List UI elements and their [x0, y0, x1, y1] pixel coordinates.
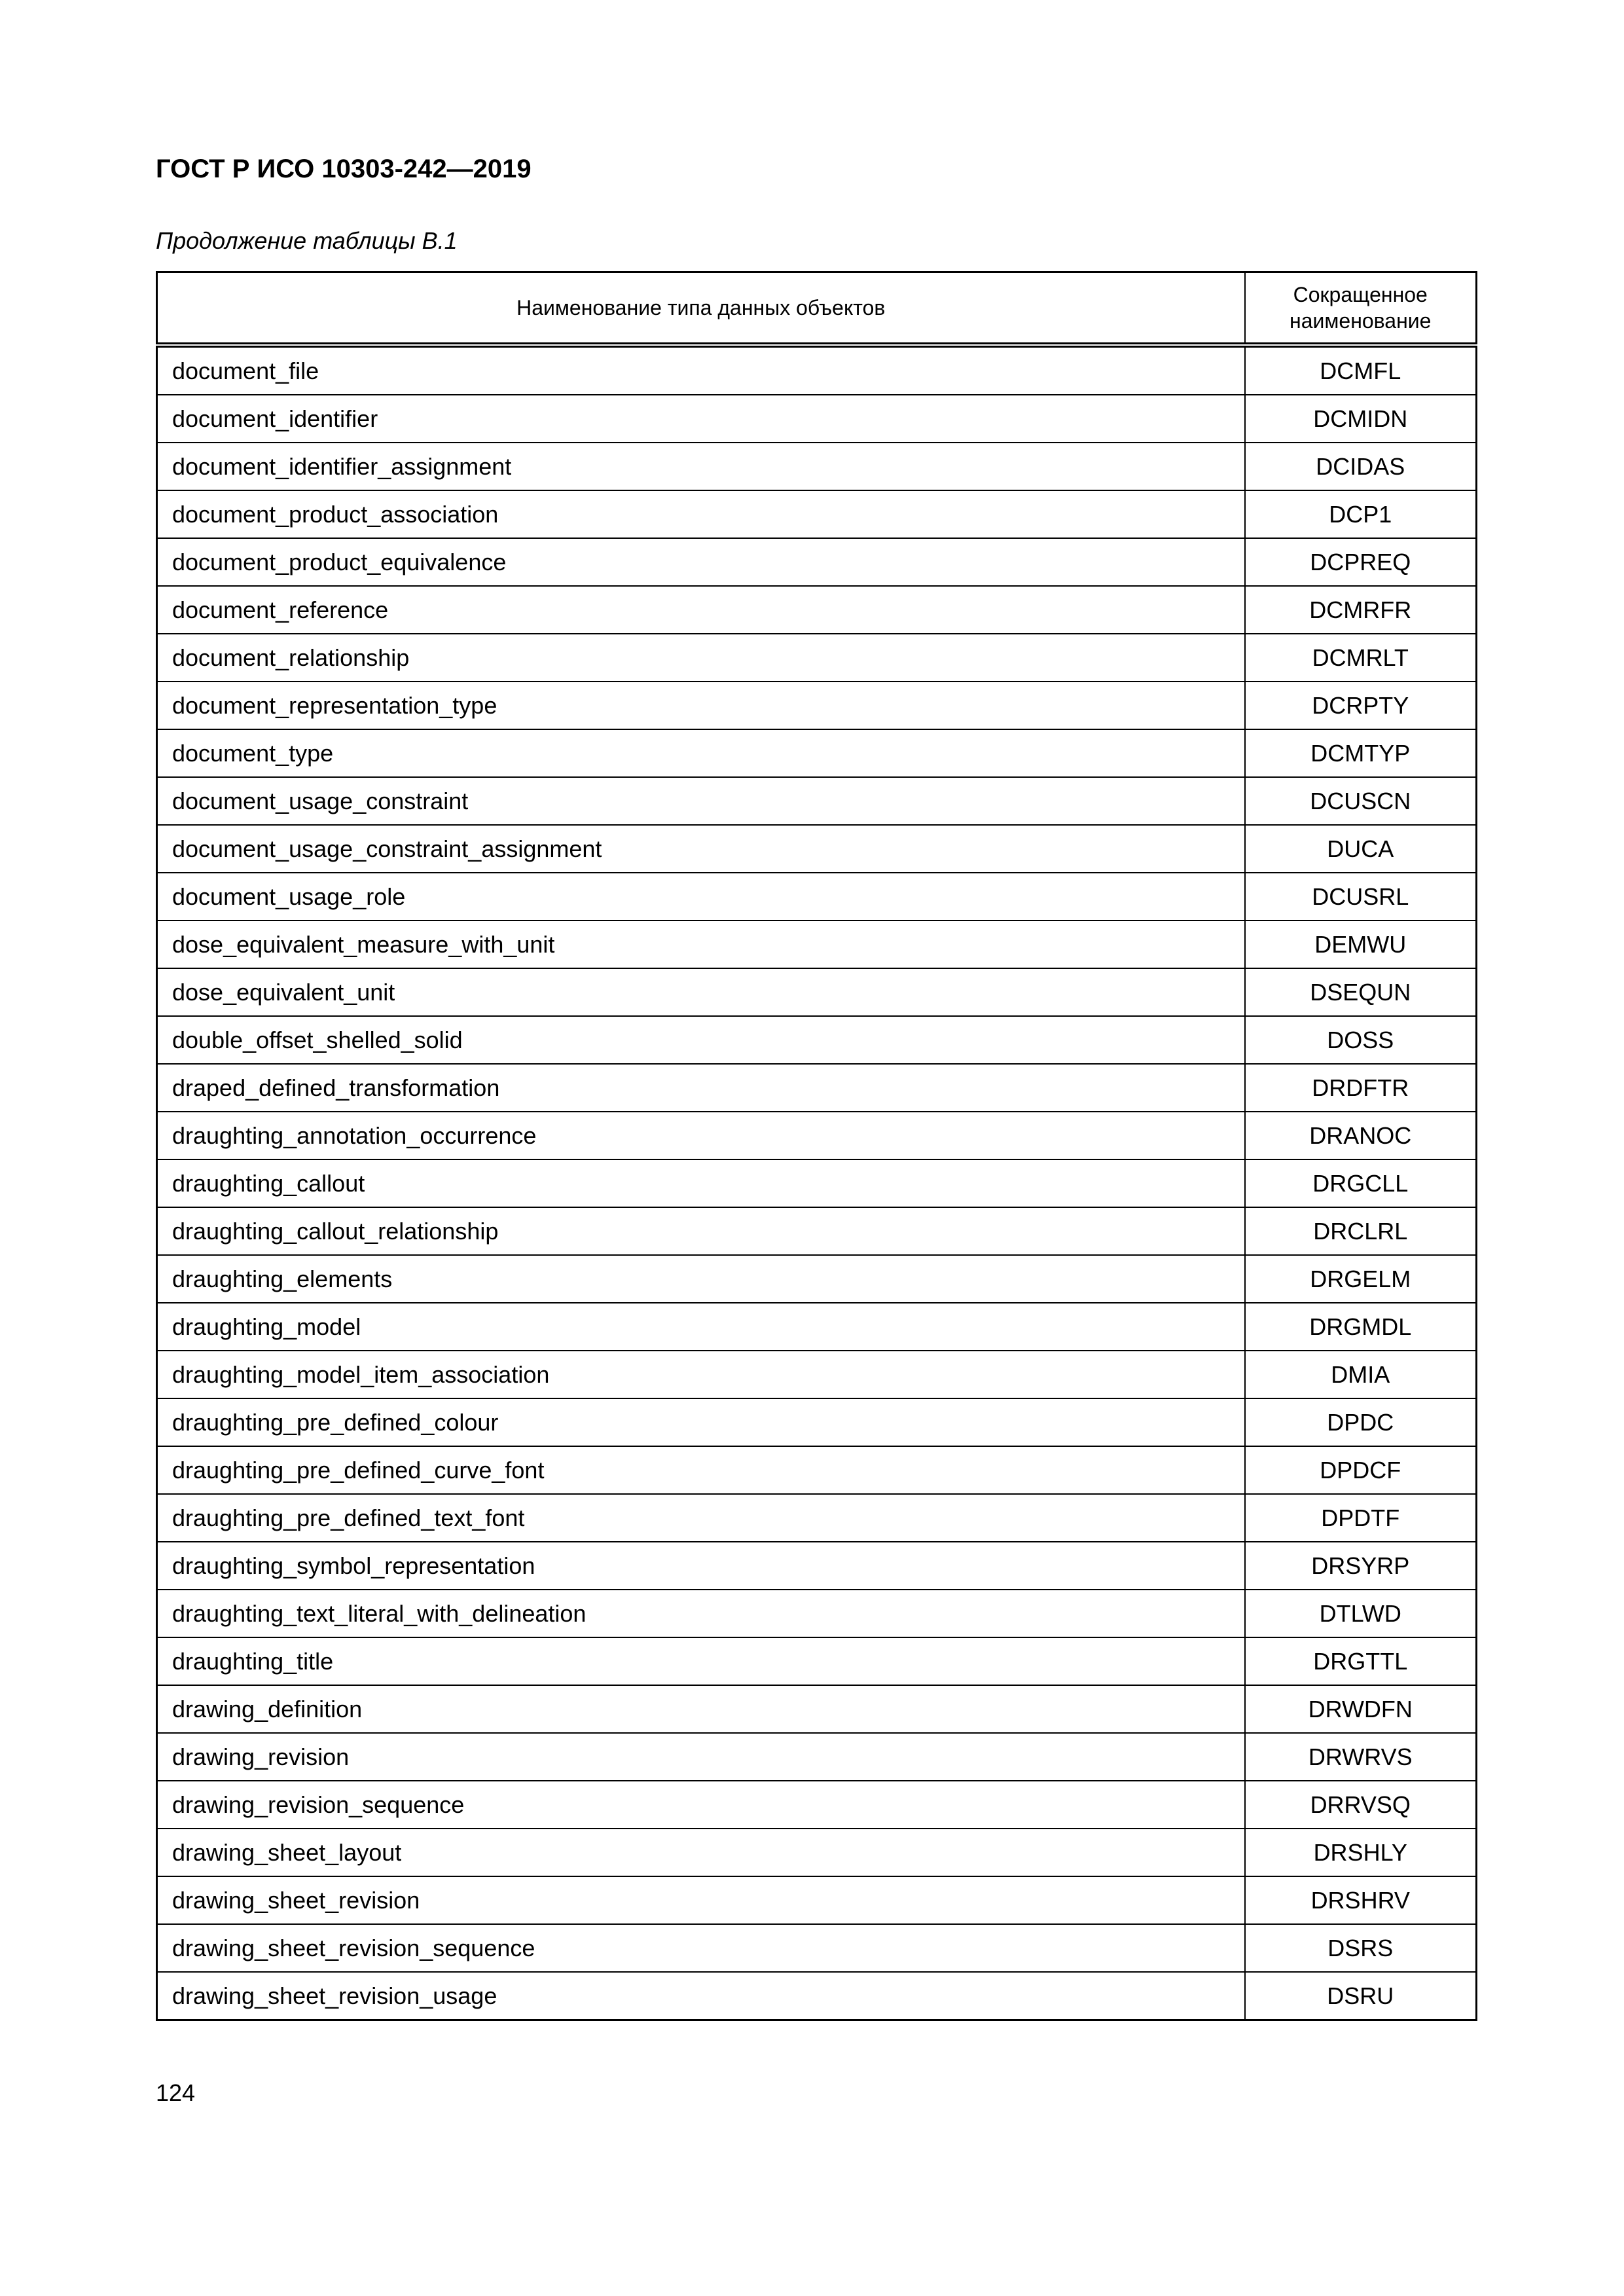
- entity-name-cell: draughting_model_item_association: [157, 1351, 1245, 1398]
- abbreviation-cell: DTLWD: [1245, 1590, 1477, 1637]
- table-row: [157, 873, 1477, 920]
- abbreviation-cell: DRGMDL: [1245, 1303, 1477, 1351]
- table-row: [157, 1685, 1477, 1733]
- entity-name-cell: document_representation_type: [157, 682, 1245, 729]
- column-header-name: Наименование типа данных объектов: [157, 272, 1245, 346]
- abbreviation-cell: DCIDAS: [1245, 443, 1477, 490]
- table-row: [157, 1494, 1477, 1542]
- document-title: ГОСТ Р ИСО 10303-242—2019: [156, 155, 532, 183]
- abbreviation-cell: DRWDFN: [1245, 1685, 1477, 1733]
- table-row: [157, 920, 1477, 968]
- abbreviation-cell: DRWRVS: [1245, 1733, 1477, 1781]
- entity-name-cell: document_product_equivalence: [157, 538, 1245, 586]
- entity-name-cell: document_reference: [157, 586, 1245, 634]
- table-row: [157, 586, 1477, 634]
- table-row: [157, 395, 1477, 443]
- abbreviation-cell: DCUSRL: [1245, 873, 1477, 920]
- entity-name-cell: drawing_sheet_layout: [157, 1829, 1245, 1876]
- table-row: [157, 1398, 1477, 1446]
- entity-name-cell: document_product_association: [157, 490, 1245, 538]
- abbreviation-cell: DCP1: [1245, 490, 1477, 538]
- table-caption: Продолжение таблицы B.1: [156, 227, 458, 254]
- abbreviation-cell: DRSHRV: [1245, 1876, 1477, 1924]
- abbreviation-cell: DRRVSQ: [1245, 1781, 1477, 1829]
- abbreviation-cell: DSRS: [1245, 1924, 1477, 1972]
- entity-name-cell: drawing_revision: [157, 1733, 1245, 1781]
- abbreviation-cell: DCRPTY: [1245, 682, 1477, 729]
- entity-name-cell: draughting_pre_defined_text_font: [157, 1494, 1245, 1542]
- entity-name-cell: draughting_annotation_occurrence: [157, 1112, 1245, 1159]
- abbreviation-cell: DCMRFR: [1245, 586, 1477, 634]
- abbreviation-cell: DCMRLT: [1245, 634, 1477, 682]
- entity-name-cell: draughting_elements: [157, 1255, 1245, 1303]
- table-body: [157, 345, 1477, 2020]
- abbreviation-cell: DPDC: [1245, 1398, 1477, 1446]
- table-row: [157, 345, 1477, 395]
- entity-name-cell: drawing_sheet_revision_usage: [157, 1972, 1245, 2020]
- abbreviation-cell: DRGTTL: [1245, 1637, 1477, 1685]
- table-row: [157, 1016, 1477, 1064]
- entity-name-cell: document_identifier: [157, 395, 1245, 443]
- table-row: [157, 1303, 1477, 1351]
- entity-name-cell: document_usage_constraint: [157, 777, 1245, 825]
- table-row: [157, 1876, 1477, 1924]
- abbreviation-cell: DUCA: [1245, 825, 1477, 873]
- entity-name-cell: document_relationship: [157, 634, 1245, 682]
- abbreviation-cell: DRGCLL: [1245, 1159, 1477, 1207]
- table-row: [157, 1781, 1477, 1829]
- abbreviation-cell: DCMIDN: [1245, 395, 1477, 443]
- table-header-row: [157, 272, 1477, 346]
- table-row: [157, 682, 1477, 729]
- entity-name-cell: dose_equivalent_measure_with_unit: [157, 920, 1245, 968]
- entity-name-cell: draughting_callout: [157, 1159, 1245, 1207]
- table-row: [157, 1972, 1477, 2020]
- entity-name-cell: draughting_title: [157, 1637, 1245, 1685]
- table-row: [157, 1590, 1477, 1637]
- table-row: [157, 1733, 1477, 1781]
- table-row: [157, 1829, 1477, 1876]
- entity-name-cell: document_file: [157, 345, 1245, 395]
- entity-name-cell: drawing_revision_sequence: [157, 1781, 1245, 1829]
- table-row: [157, 729, 1477, 777]
- page-number: 124: [156, 2079, 196, 2106]
- table-row: [157, 1924, 1477, 1972]
- table-row: [157, 825, 1477, 873]
- abbreviation-cell: DSRU: [1245, 1972, 1477, 2020]
- entity-name-cell: drawing_definition: [157, 1685, 1245, 1733]
- entity-name-cell: draped_defined_transformation: [157, 1064, 1245, 1112]
- entity-name-cell: document_identifier_assignment: [157, 443, 1245, 490]
- abbreviation-cell: DRDFTR: [1245, 1064, 1477, 1112]
- table-row: [157, 1112, 1477, 1159]
- table-row: [157, 443, 1477, 490]
- entity-name-cell: draughting_callout_relationship: [157, 1207, 1245, 1255]
- table-row: [157, 1446, 1477, 1494]
- abbreviation-cell: DEMWU: [1245, 920, 1477, 968]
- entity-name-cell: draughting_pre_defined_curve_font: [157, 1446, 1245, 1494]
- table-row: [157, 1159, 1477, 1207]
- table-header: [157, 272, 1477, 346]
- entity-name-cell: draughting_pre_defined_colour: [157, 1398, 1245, 1446]
- abbreviation-cell: DRSYRP: [1245, 1542, 1477, 1590]
- abbreviation-cell: DOSS: [1245, 1016, 1477, 1064]
- column-header-abbreviation: Сокращенное наименование: [1245, 272, 1477, 346]
- entity-name-cell: drawing_sheet_revision: [157, 1876, 1245, 1924]
- entity-name-cell: drawing_sheet_revision_sequence: [157, 1924, 1245, 1972]
- table-row: [157, 1351, 1477, 1398]
- abbreviation-cell: DRCLRL: [1245, 1207, 1477, 1255]
- table-row: [157, 634, 1477, 682]
- abbreviation-cell: DCMTYP: [1245, 729, 1477, 777]
- table-row: [157, 777, 1477, 825]
- abbreviation-cell: DCMFL: [1245, 345, 1477, 395]
- abbreviation-cell: DCPREQ: [1245, 538, 1477, 586]
- abbreviation-cell: DRGELM: [1245, 1255, 1477, 1303]
- table-row: [157, 1255, 1477, 1303]
- abbreviation-cell: DPDCF: [1245, 1446, 1477, 1494]
- entity-name-cell: draughting_model: [157, 1303, 1245, 1351]
- entity-name-cell: document_usage_constraint_assignment: [157, 825, 1245, 873]
- table-row: [157, 538, 1477, 586]
- table-row: [157, 968, 1477, 1016]
- entity-name-cell: draughting_text_literal_with_delineation: [157, 1590, 1245, 1637]
- table-row: [157, 1637, 1477, 1685]
- abbreviation-cell: DSEQUN: [1245, 968, 1477, 1016]
- entity-name-cell: draughting_symbol_representation: [157, 1542, 1245, 1590]
- table-row: [157, 1064, 1477, 1112]
- abbreviation-cell: DMIA: [1245, 1351, 1477, 1398]
- entity-name-cell: dose_equivalent_unit: [157, 968, 1245, 1016]
- entity-name-cell: document_type: [157, 729, 1245, 777]
- table-row: [157, 490, 1477, 538]
- abbreviation-cell: DRANOC: [1245, 1112, 1477, 1159]
- entity-name-cell: document_usage_role: [157, 873, 1245, 920]
- entity-name-cell: double_offset_shelled_solid: [157, 1016, 1245, 1064]
- table-row: [157, 1207, 1477, 1255]
- abbreviation-cell: DRSHLY: [1245, 1829, 1477, 1876]
- table-row: [157, 1542, 1477, 1590]
- entity-abbreviation-table: [156, 271, 1477, 2021]
- abbreviation-cell: DPDTF: [1245, 1494, 1477, 1542]
- abbreviation-cell: DCUSCN: [1245, 777, 1477, 825]
